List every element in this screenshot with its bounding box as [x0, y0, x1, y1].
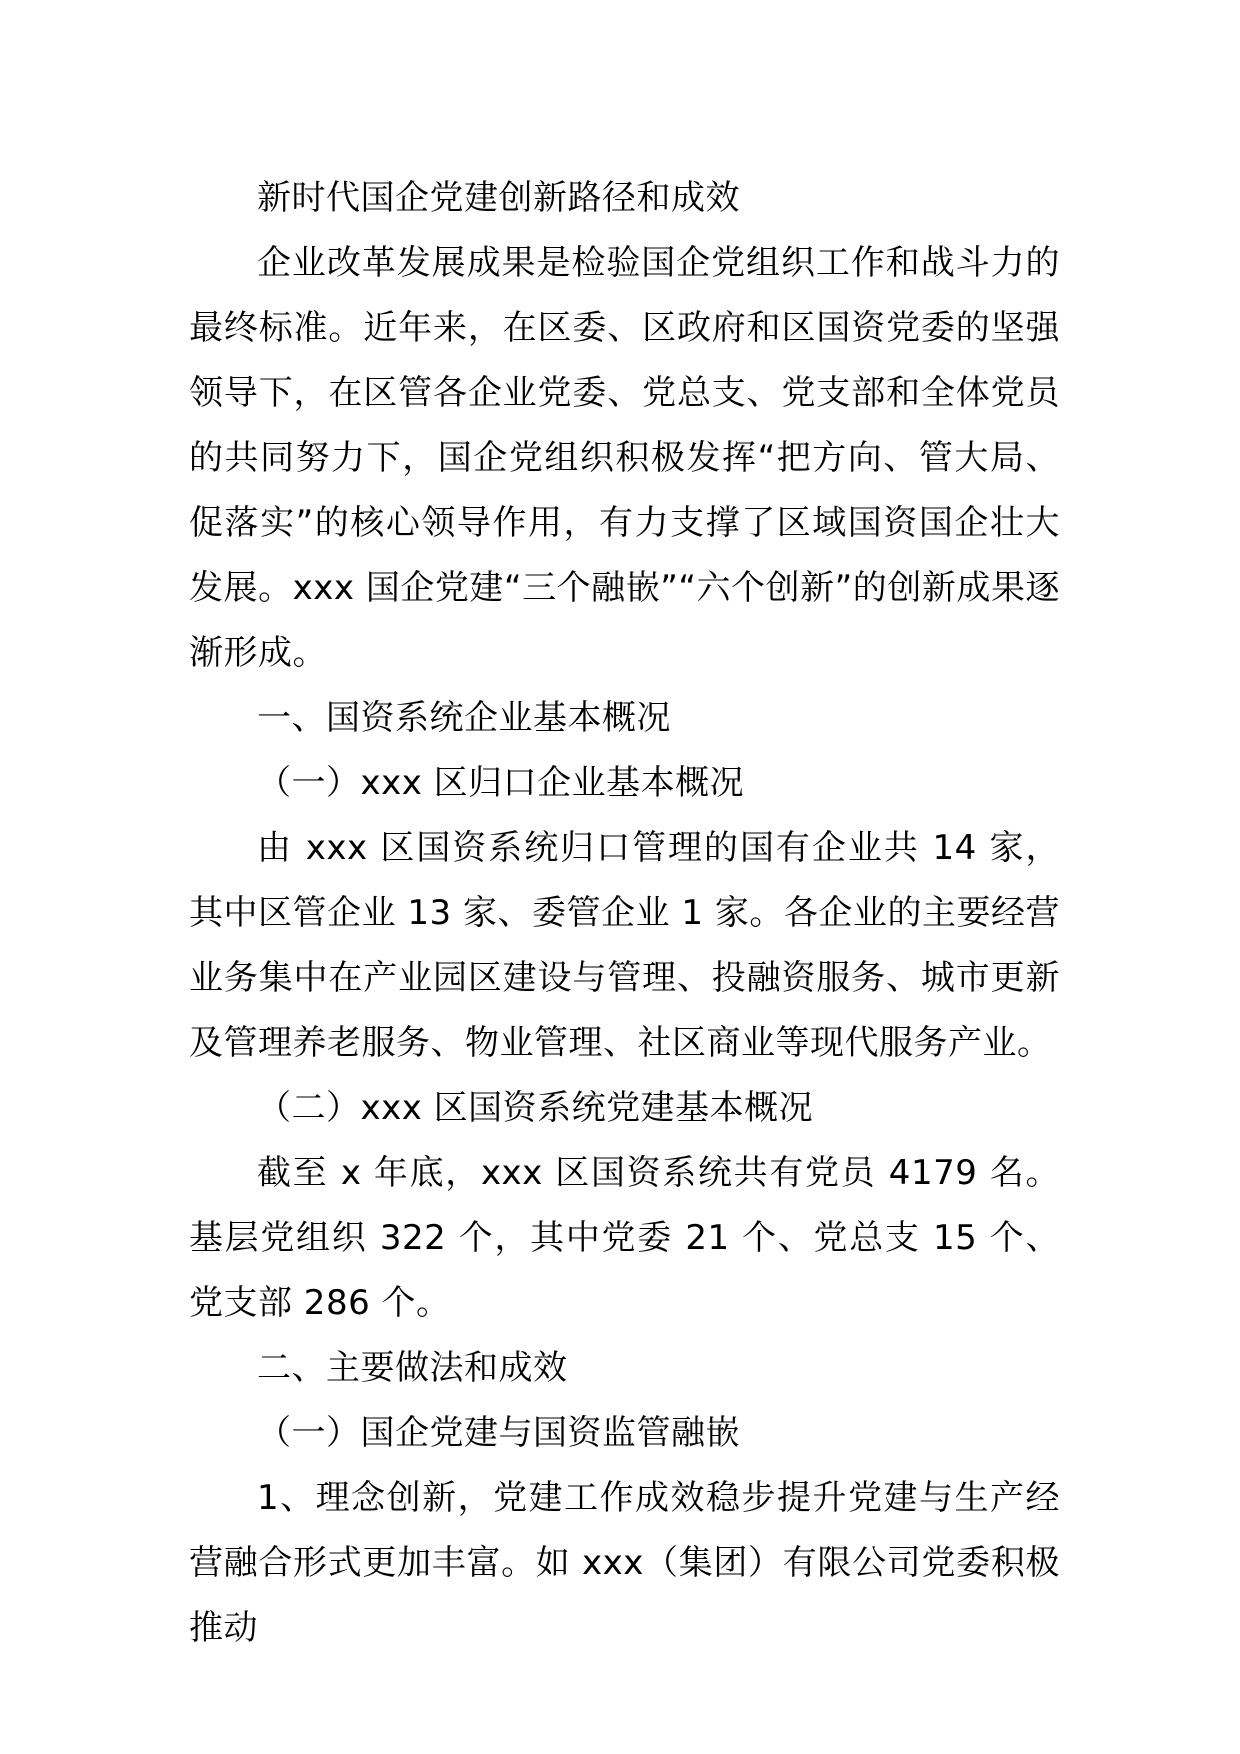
document-body [189, 166, 1060, 1661]
section-1-heading: 一、国资系统企业基本概况 [257, 698, 671, 738]
intro-paragraph: 企业改革发展成果是检验国企党组织工作和战斗力的最终标准。近年来，在区委、区政府和区国资党委的坚强领导下，在区管各企业党委、党总支、党支部和全体党员的共同努力下，国企党组织积极发挥“把方向、管大局、促落实”的核心领导作用，有力支撑了区域国资国企壮大发展。xxx 国企党建“三个融嵌”“六个创新”的创新成果逐渐形成。 [189, 243, 1060, 673]
subsection-2-paragraph: 截至 x 年底，xxx 区国资系统共有党员 4179 名。基层党组织 322 个，其中党委 21 个、党总支 15 个、党支部 286 个。 [189, 1153, 1060, 1323]
subsection-2-heading: （二）xxx 区国资系统党建基本概况 [257, 1088, 814, 1128]
subsection-3-heading: （一）国企党建与国资监管融嵌 [257, 1413, 740, 1453]
subsection-1-paragraph: 由 xxx 区国资系统归口管理的国有企业共 14 家，其中区管企业 13 家、委管企业 1 家。各企业的主要经营业务集中在产业园区建设与管理、投融资服务、城市更新及管理养老服务、物业管理、社区商业等现代服务产业。 [189, 828, 1060, 1063]
item-1-paragraph: 1、理念创新，党建工作成效稳步提升党建与生产经营融合形式更加丰富。如 xxx（集团）有限公司党委积极推动 [189, 1478, 1060, 1648]
subsection-1-heading: （一）xxx 区归口企业基本概况 [257, 763, 745, 803]
section-2-heading: 二、主要做法和成效 [257, 1348, 568, 1388]
document-title: 新时代国企党建创新路径和成效 [257, 178, 740, 218]
